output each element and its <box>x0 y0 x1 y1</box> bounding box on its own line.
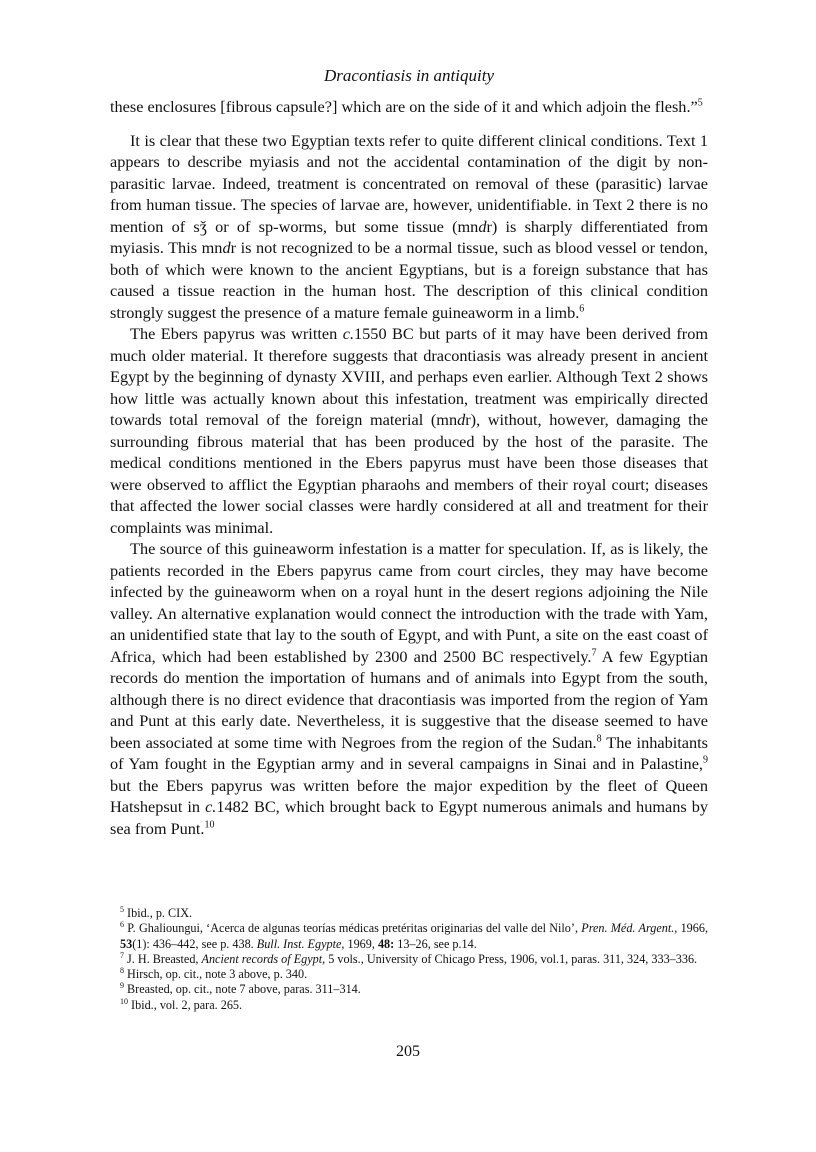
footnote: $^9$ Breasted, op. cit., note 7 above, paras. 311–314. <box>120 981 361 997</box>
italic-text: c. <box>205 797 217 816</box>
running-head: Dracontiasis in antiquity <box>324 66 494 85</box>
footnotes <box>110 906 708 1013</box>
footnote-ref: 8 <box>120 966 124 976</box>
italic-text: Ancient records of Egypt <box>201 951 323 966</box>
italic-text: Pren. Méd. Argent. <box>581 921 675 936</box>
paragraph: It is clear that these two Egyptian texts refer to quite different clinical conditions. Text 1 appears to describe myiasis and not the accidental contamination of the digit by non-parasitic larvae. Indeed, treatment is concentrated on removal of these (parasitic) larvae from human tissue. The species of larvae are, however, unidentifiable. in Text 2 there is no mention of sǯ or of sp-worms, but some tissue (mndr) is sharply differentiated from myiasis. This mndr is not recognized to be a normal tissue, such as blood vessel or tendon, both of which were known to the ancient Egyptians, but is a foreign substance that has caused a tissue reaction in the human host. The description of this clinical condition strongly suggest the presence of a mature female guineaworm in a limb.$^6$ <box>110 130 709 322</box>
paragraph: The source of this guineaworm infestation is a matter for speculation. If, as is likely, the patients recorded in the Ebers papyrus came from court circles, they may have become infected by the guineaworm when on a royal hunt in the desert regions adjoining the Nile valley. An alternative explanation would connect the introduction with the trade with Yam, an unidentified state that lay to the south of Egypt, and with Punt, a site on the east coast of Africa, which had been established by 2300 and 2500 BC respectively.$^7$ A few Egyptian records do mention the importation of humans and of animals into Egypt from the south, although there is no direct evidence that dracontiasis was imported from the region of Yam and Punt at this early date. Nevertheless, it is suggestive that the disease seemed to have been associated at some time with Negroes from the region of the Sudan.$^8$ The inhabitants of Yam fought in the Egyptian army and in several campaigns in Sinai and in Palastine,$^9$ but the Ebers papyrus was written before the major expedition by the fleet of Queen Hatshepsut in c.1482 BC, which brought back to Egypt numerous animals and humans by sea from Punt.$^{10}$ <box>110 539 709 838</box>
footnote-ref: 5 <box>697 97 703 109</box>
footnote-ref: 9 <box>703 754 708 766</box>
italic-text: c. <box>342 324 355 343</box>
footnote-ref: 8 <box>596 733 602 745</box>
footnote-ref: 10 <box>120 996 128 1006</box>
footnote-ref: 5 <box>120 904 124 914</box>
body-text <box>110 96 708 839</box>
footnote: $^7$ J. H. Breasted, Ancient records of Egypt, 5 vols., University of Chicago Press, 1906, vol.1, paras. 311, 324, 333–336. <box>120 950 698 966</box>
italic-text: Bull. Inst. Egypte <box>256 936 342 951</box>
italic-text: d <box>222 238 231 257</box>
footnote: $^{10}$ Ibid., vol. 2, para. 265. <box>120 996 243 1012</box>
footnote: $^6$ P. Ghalioungui, ‘Acerca de algunas teorías médicas pretéritas originarias del valle del Nilo’, Pren. Méd. Argent., 1966, 53(1): 436–442, see p. 438. Bull. Inst. Egypte, 1969, 48: 13–26, see p.14. <box>120 920 708 951</box>
footnote-ref: 10 <box>204 819 215 831</box>
italic-text: d <box>457 410 466 429</box>
footnote-ref: 9 <box>120 981 124 991</box>
footnote-ref: 7 <box>120 950 124 960</box>
paragraph-continued: these enclosures [fibrous capsule?] which are on the side of it and which adjoin the flesh.”$^5$ <box>110 97 703 116</box>
bold-text: 53 <box>120 936 133 951</box>
footnote: $^5$ Ibid., p. CIX. <box>120 904 193 920</box>
footnote-ref: 7 <box>591 647 597 659</box>
footnote-ref: 6 <box>120 920 124 930</box>
italic-text: d <box>478 216 487 236</box>
page <box>110 66 708 839</box>
footnote-ref: 6 <box>579 303 585 315</box>
page-number: 205 <box>396 1043 420 1060</box>
footnote: $^8$ Hirsch, op. cit., note 3 above, p. 340. <box>120 966 308 982</box>
bold-text: 48: <box>377 936 395 951</box>
paragraph: The Ebers papyrus was written c.1550 BC but parts of it may have been derived from much older material. It therefore suggests that dracontiasis was already present in ancient Egypt by the beginning of dynasty XVIII, and perhaps even earlier. Although Text 2 shows how little was actually known about this infestation, treatment was empirically directed towards total removal of the foreign material (mndr), without, however, damaging the surrounding fibrous material that has been produced by the host of the parasite. The medical conditions mentioned in the Ebers papyrus must have been those diseases that were observed to afflict the Egyptian pharaohs and members of their royal court; diseases that affected the lower social classes were hardly considered at all and treatment for their complaints was minimal. <box>110 324 709 537</box>
